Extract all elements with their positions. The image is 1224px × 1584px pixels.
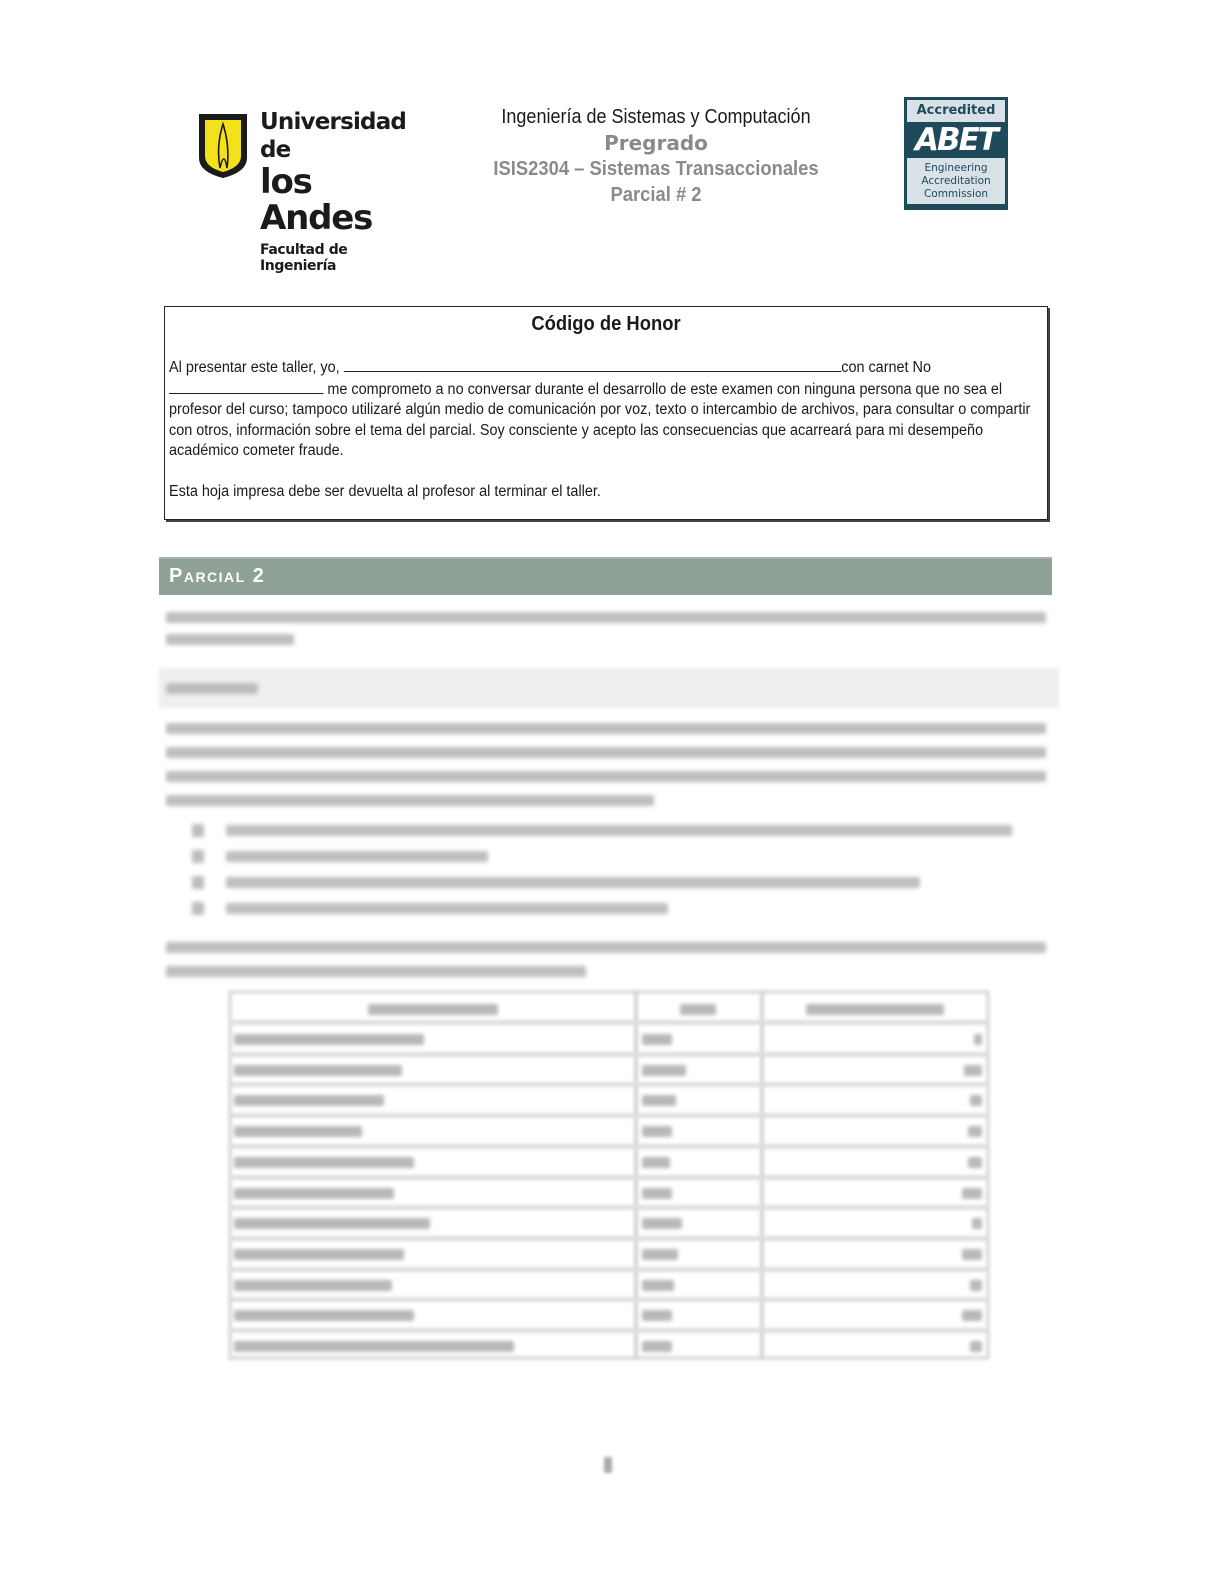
table-cell [642,1065,686,1076]
table-cell [968,1126,982,1137]
honor-code-line: con otros, información sobre el tema del parcial. Soy consciente y acepto las consecuencias que acarreará para mi desempeño [169,421,984,439]
document-header [456,104,856,208]
table-cell [642,1034,672,1045]
table-cell [234,1095,384,1106]
table-cell [962,1249,982,1260]
redacted-subheading-bar [159,668,1059,708]
student-name-blank[interactable] [344,357,842,372]
abet-commission-line: Engineering [924,162,988,174]
table-cell [642,1188,672,1199]
redacted-text-line [166,723,1046,734]
page-number [604,1457,612,1473]
abet-logo-mark: ABET [915,122,997,158]
honor-code-intro: Al presentar este taller, yo, [169,359,340,376]
course-title: ISIS2304 – Sistemas Transaccionales [493,158,819,180]
table-cell [964,1065,982,1076]
table-cell [234,1065,402,1076]
program-level: Pregrado [604,131,708,155]
table-row-divider [228,1297,990,1302]
table-cell [970,1341,982,1352]
redacted-list-item [226,903,668,914]
abet-accreditation-badge [904,97,1008,210]
table-row-divider [228,1020,990,1025]
redacted-text-line [166,747,1046,758]
abet-commission-line: Accreditation [921,175,991,187]
abet-accredited-label: Accredited [907,100,1005,122]
table-row-divider [228,1328,990,1333]
table-cell [970,1280,982,1291]
honor-code-box [164,306,1048,520]
redacted-text-line [166,634,294,645]
honor-code-line: académico cometer fraude. [169,442,344,459]
abet-commission-label [907,158,1005,204]
redacted-text-line [166,966,586,977]
table-cell [962,1188,982,1199]
list-item-number [192,876,204,889]
redacted-data-table [228,990,990,1360]
honor-code-note: Esta hoja impresa debe ser devuelta al profesor al terminar el taller. [169,482,601,500]
student-id-blank[interactable] [169,379,323,394]
logo-faculty-name: Facultad de Ingeniería [260,242,348,274]
redacted-text-line [166,683,258,694]
list-item-number [192,824,204,837]
redacted-text-line [166,771,1046,782]
table-cell [234,1188,394,1199]
table-row-divider [228,1113,990,1118]
redacted-text-line [166,795,654,806]
logo-university-name-line1: Universidad de [260,109,407,163]
abet-commission-line: Commission [923,188,989,200]
university-logo [196,108,426,274]
table-cell [234,1034,424,1045]
department-name: Ingeniería de Sistemas y Computación [501,106,811,128]
table-cell [234,1157,414,1168]
table-cell [642,1249,678,1260]
table-cell [234,1341,514,1352]
table-cell [642,1341,672,1352]
table-header-cell [680,1004,716,1015]
logo-university-name-line2: los Andes [260,162,373,238]
table-row-divider [228,1175,990,1180]
table-cell [642,1157,670,1168]
table-cell [642,1126,672,1137]
table-cell [642,1280,674,1291]
table-row-divider [228,1144,990,1149]
table-cell [968,1157,982,1168]
honor-code-commitment: me comprometo a no conversar durante el desarrollo de este examen con ninguna persona que no sea el [323,380,1003,398]
table-row-divider [228,1052,990,1057]
table-row-divider [228,1205,990,1210]
honor-code-text [169,357,1047,502]
table-row-divider [228,1082,990,1087]
redacted-text-line [166,942,1046,953]
honor-code-line: profesor del curso; tampoco utilizaré algún medio de comunicación por voz, texto o intercambio de archivos, para consultar o compartir [169,401,1031,418]
table-header-cell [368,1004,498,1015]
table-row-divider [228,1267,990,1272]
list-item-number [192,902,204,915]
section-header [159,557,1052,595]
table-cell [972,1218,982,1229]
table-cell [970,1095,982,1106]
university-shield-icon [196,110,250,180]
table-cell [234,1280,392,1291]
redacted-list-item [226,851,488,862]
honor-code-title: Código de Honor [531,313,681,335]
exam-title: Parcial # 2 [610,184,702,206]
table-cell [642,1310,672,1321]
section-title: Parcial 2 [169,565,266,587]
table-cell [234,1126,362,1137]
table-header-cell [806,1004,944,1015]
honor-code-id-label: con carnet No [841,359,931,376]
table-cell [962,1310,982,1321]
table-cell [642,1218,682,1229]
redacted-list-item [226,877,920,888]
table-cell [234,1310,414,1321]
table-cell [642,1095,676,1106]
table-cell [234,1249,404,1260]
table-row-divider [228,1236,990,1241]
table-cell [234,1218,430,1229]
table-cell [974,1034,982,1045]
redacted-list-item [226,825,1012,836]
list-item-number [192,850,204,863]
redacted-text-line [166,612,1046,623]
